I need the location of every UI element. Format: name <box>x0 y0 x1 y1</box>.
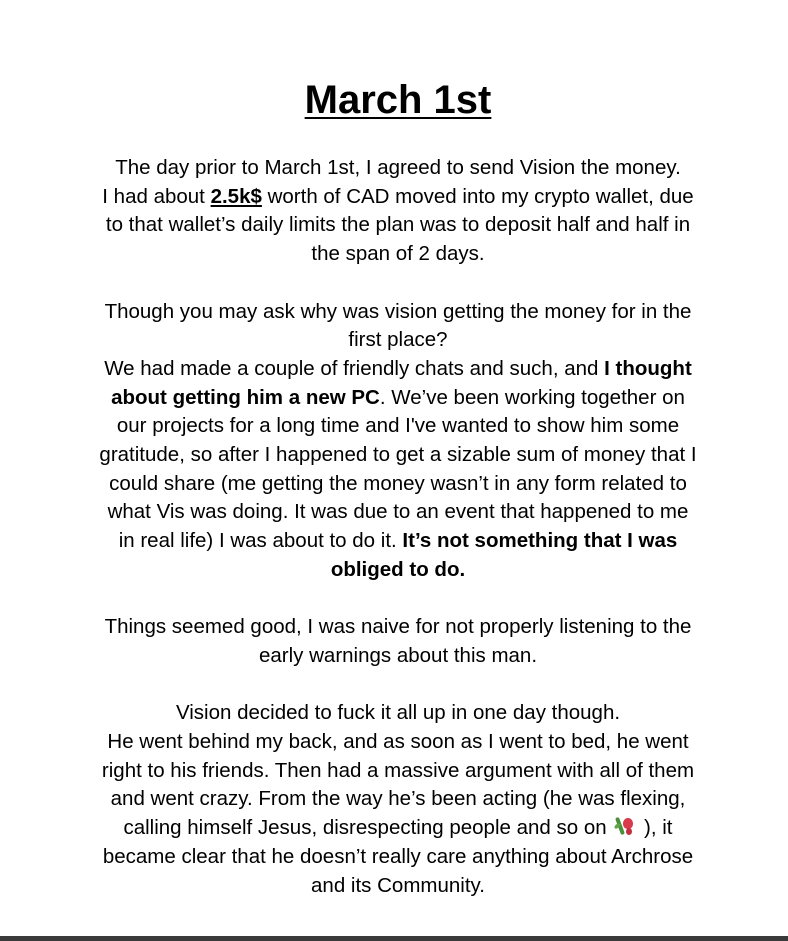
paragraph-4 <box>80 699 716 900</box>
p2-line-3-bold: I thought <box>604 356 692 380</box>
paragraph-2 <box>80 298 716 585</box>
p1-line-4: the span of 2 days. <box>311 242 485 266</box>
wilted-rose-icon <box>614 815 636 837</box>
p4-line-2: He went behind my back, and as soon as I went to bed, he went <box>107 730 689 754</box>
p2-line-3 <box>80 355 716 384</box>
p1-line-2-post: worth of CAD moved into my crypto wallet, due <box>261 184 694 208</box>
p4-line-3: right to his friends. Then had a massive argument with all of them <box>101 758 695 782</box>
p1-line-2 <box>80 183 716 212</box>
p2-line-4 <box>80 384 716 413</box>
p2-line-3-pre: We had made a couple of friendly chats and such, and <box>104 356 605 380</box>
bottom-border <box>0 936 788 941</box>
p1-line-2-pre: I had about <box>102 184 211 208</box>
p4-line-5 <box>80 814 716 843</box>
p2-line-4-bold: about getting him a new PC <box>111 385 380 409</box>
p1-line-1: The day prior to March 1st, I agreed to send Vision the money. <box>115 156 681 179</box>
p2-line-4-post: . We’ve been working together on <box>379 385 685 409</box>
p3-line-1: Things seemed good, I was naive for not properly listening to the <box>104 615 692 639</box>
p4-line-6: became clear that he doesn’t really care anything about Archrose <box>102 844 694 868</box>
p4-line-7: and its Community. <box>311 873 485 897</box>
document-page <box>80 76 716 900</box>
p4-line-5-pre: calling himself Jesus, disrespecting people and so on <box>123 816 613 840</box>
p2-line-5: our projects for a long time and I've wanted to show him some <box>116 414 680 438</box>
p2-line-9-bold: It’s not something that I was <box>402 529 678 553</box>
p2-line-10-bold: obliged to do. <box>330 557 466 581</box>
paragraph-1 <box>80 154 716 269</box>
p2-line-9-pre: in real life) I was about to do it. <box>118 529 403 553</box>
paragraph-3 <box>80 613 716 670</box>
p2-line-2: first place? <box>348 328 448 352</box>
p2-line-7: could share (me getting the money wasn’t in any form related to <box>109 471 687 495</box>
p4-line-5-post: ), it <box>638 816 673 840</box>
p3-line-2: early warnings about this man. <box>258 643 538 667</box>
p2-line-1: Though you may ask why was vision getting the money for in the <box>104 299 692 323</box>
p2-line-6: gratitude, so after I happened to get a sizable sum of money that I <box>99 443 697 467</box>
amount-text: 2.5k$ <box>210 184 262 208</box>
p2-line-9 <box>80 527 716 556</box>
p4-line-1: Vision decided to fuck it all up in one day though. <box>175 701 621 725</box>
p2-line-8: what Vis was doing. It was due to an event that happened to me <box>107 500 689 524</box>
page-title: March 1st <box>304 78 492 122</box>
p2-line-10 <box>80 556 716 585</box>
p4-line-4: and went crazy. From the way he’s been acting (he was flexing, <box>110 787 686 811</box>
p1-line-3: to that wallet’s daily limits the plan was to deposit half and half in <box>105 213 691 237</box>
